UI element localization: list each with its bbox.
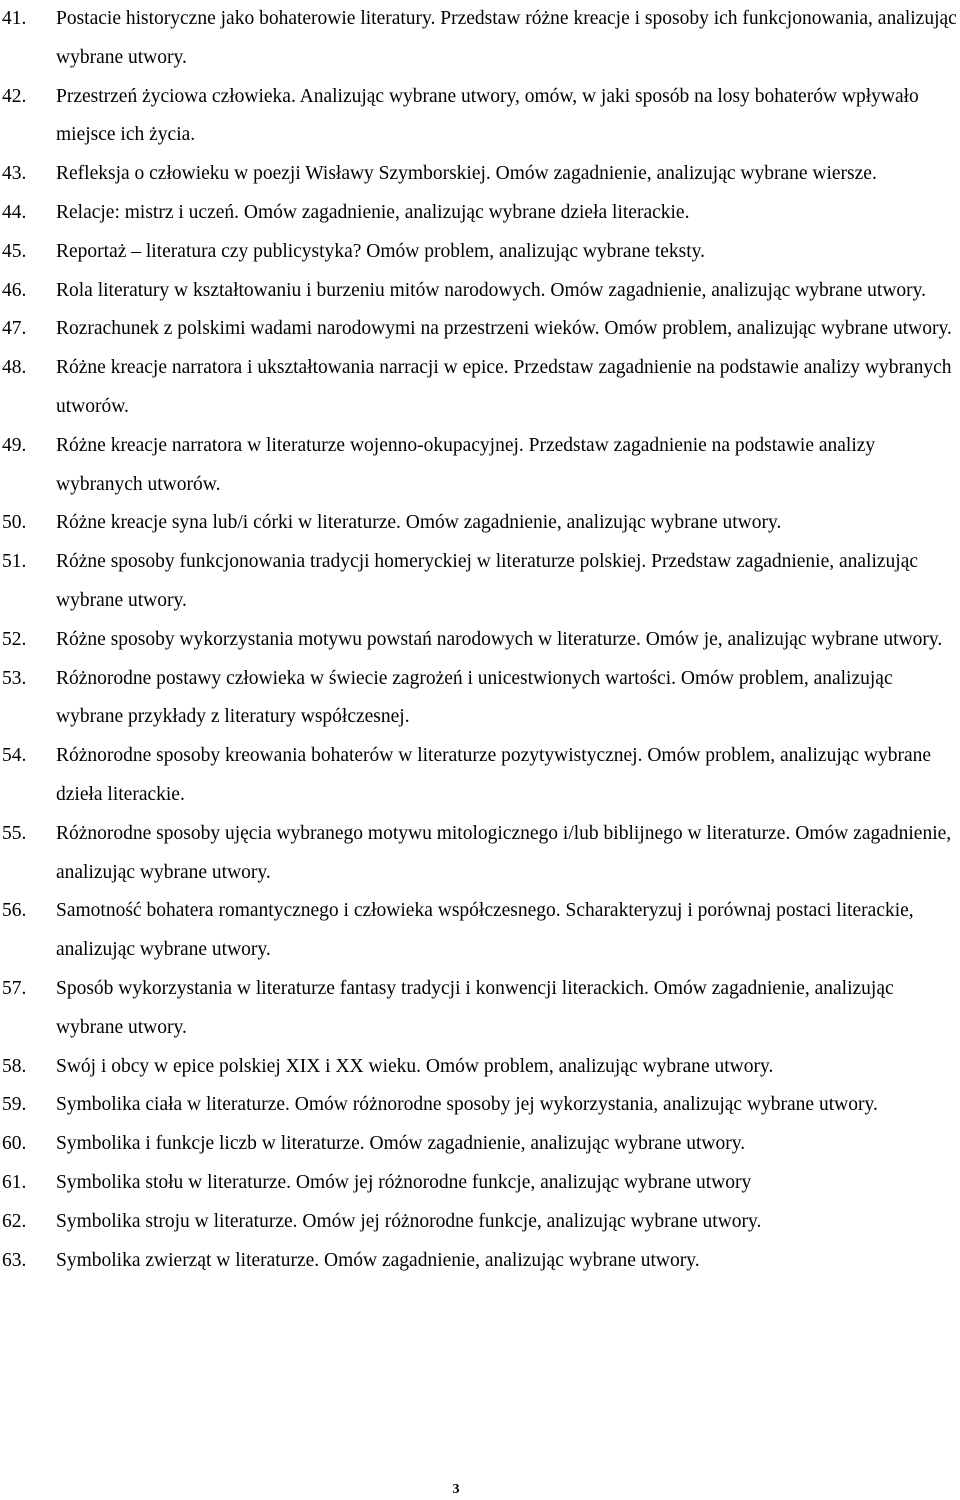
topic-item	[0, 1164, 960, 1203]
topic-item	[0, 892, 960, 970]
topic-item	[0, 78, 960, 156]
topic-text: Swój i obcy w epice polskiej XIX i XX wieku. Omów problem, analizując wybrane utwory.	[56, 1055, 774, 1077]
topic-number: 61.	[2, 1171, 27, 1193]
topic-number: 46.	[2, 279, 27, 301]
topic-number: 60.	[2, 1133, 27, 1155]
topic-text: Przestrzeń życiowa człowieka. Analizując wybrane utwory, omów, w jaki sposób na losy bohaterów wpływało miejsce ich życia.	[56, 85, 919, 146]
topic-item	[0, 1086, 960, 1125]
topic-item	[0, 1125, 960, 1164]
topic-item	[0, 621, 960, 660]
topic-text: Różne kreacje narratora w literaturze wojenno-okupacyjnej. Przedstaw zagadnienie na podstawie analizy wybranych utworów.	[56, 434, 876, 495]
topic-item	[0, 233, 960, 272]
topic-text: Symbolika stołu w literaturze. Omów jej różnorodne funkcje, analizując wybrane utwory	[56, 1171, 752, 1193]
topic-item	[0, 737, 960, 815]
topic-number: 45.	[2, 240, 27, 262]
topic-text: Różnorodne postawy człowieka w świecie zagrożeń i unicestwionych wartości. Omów problem, analizując wybrane przykłady z literatury współczesnej.	[56, 667, 893, 728]
topic-text: Symbolika stroju w literaturze. Omów jej różnorodne funkcje, analizując wybrane utwory.	[56, 1210, 762, 1232]
topic-text: Różne sposoby wykorzystania motywu powstań narodowych w literaturze. Omów je, analizując wybrane utwory.	[56, 628, 943, 650]
topic-number: 62.	[2, 1210, 27, 1232]
topic-text: Różne kreacje syna lub/i córki w literaturze. Omów zagadnienie, analizując wybrane utwory.	[56, 512, 782, 534]
topic-number: 55.	[2, 822, 27, 844]
topic-item	[0, 0, 960, 78]
topic-number: 51.	[2, 551, 27, 573]
topic-text: Różnorodne sposoby ujęcia wybranego motywu mitologicznego i/lub biblijnego w literaturze. Omów zagadnienie, analizując wybrane utwory.	[56, 822, 952, 883]
topic-item	[0, 155, 960, 194]
topic-item	[0, 543, 960, 621]
topic-text: Symbolika i funkcje liczb w literaturze. Omów zagadnienie, analizując wybrane utwory.	[56, 1133, 746, 1155]
page-number: 3	[452, 1482, 460, 1497]
topic-item	[0, 349, 960, 427]
topic-text: Relacje: mistrz i uczeń. Omów zagadnienie, analizując wybrane dzieła literackie.	[56, 201, 690, 223]
topic-number: 49.	[2, 434, 27, 456]
topic-item	[0, 310, 960, 349]
topic-text: Różne kreacje narratora i ukształtowania narracji w epice. Przedstaw zagadnienie na podstawie analizy wybranych utworów.	[56, 357, 952, 417]
topic-number: 42.	[2, 85, 27, 107]
topic-text: Różne sposoby funkcjonowania tradycji homeryckiej w literaturze polskiej. Przedstaw zagadnienie, analizując wybrane utwory.	[56, 551, 919, 611]
topic-item	[0, 272, 960, 311]
topic-number: 44.	[2, 201, 27, 223]
topic-text: Rozrachunek z polskimi wadami narodowymi na przestrzeni wieków. Omów problem, analizując wybrane utwory.	[56, 318, 952, 340]
topic-text: Postacie historyczne jako bohaterowie literatury. Przedstaw różne kreacje i sposoby ich funkcjonowania, analizując wybrane utwory.	[56, 8, 957, 68]
topic-text: Symbolika zwierząt w literaturze. Omów zagadnienie, analizując wybrane utwory.	[56, 1249, 700, 1271]
topic-number: 63.	[2, 1249, 27, 1271]
topic-number: 41.	[2, 8, 27, 29]
topic-item	[0, 427, 960, 505]
topic-number: 59.	[2, 1094, 27, 1116]
topic-item	[0, 660, 960, 738]
topic-text: Refleksja o człowieku w poezji Wisławy Szymborskiej. Omów zagadnienie, analizując wybrane wiersze.	[56, 163, 877, 185]
topic-number: 52.	[2, 628, 27, 650]
topic-number: 53.	[2, 667, 27, 689]
topic-item	[0, 504, 960, 543]
topic-number: 57.	[2, 977, 27, 999]
topic-number: 48.	[2, 357, 27, 379]
topic-text: Rola literatury w kształtowaniu i burzeniu mitów narodowych. Omów zagadnienie, analizując wybrane utwory.	[56, 279, 927, 301]
topic-text: Reportaż – literatura czy publicystyka? Omów problem, analizując wybrane teksty.	[56, 240, 706, 262]
topic-text: Sposób wykorzystania w literaturze fantasy tradycji i konwencji literackich. Omów zagadnienie, analizując wybrane utwory.	[56, 977, 894, 1038]
topic-text: Różnorodne sposoby kreowania bohaterów w literaturze pozytywistycznej. Omów problem, analizując wybrane dzieła literackie.	[56, 745, 932, 805]
topic-text: Symbolika ciała w literaturze. Omów różnorodne sposoby jej wykorzystania, analizując wybrane utwory.	[56, 1094, 878, 1116]
topic-item	[0, 1048, 960, 1087]
topic-number: 47.	[2, 318, 27, 340]
topic-item	[0, 815, 960, 893]
topic-item	[0, 1242, 960, 1281]
topic-text: Samotność bohatera romantycznego i człowieka współczesnego. Scharakteryzuj i porównaj postaci literackie, analizując wybrane utwory.	[56, 900, 914, 961]
topic-number: 54.	[2, 745, 27, 767]
topic-item	[0, 194, 960, 233]
topic-item	[0, 970, 960, 1048]
topic-number: 50.	[2, 512, 27, 534]
topic-number: 58.	[2, 1055, 27, 1077]
topic-item	[0, 1203, 960, 1242]
topic-number: 56.	[2, 900, 27, 922]
topic-number: 43.	[2, 163, 27, 185]
